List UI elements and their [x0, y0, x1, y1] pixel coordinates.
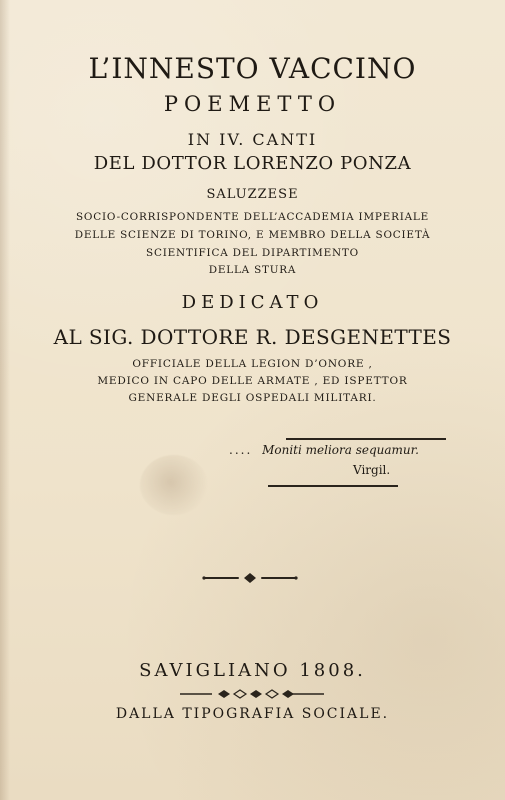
dedicatee-title-1: OFFICIALE DELLA LEGION D’ONORE ,: [132, 358, 373, 370]
author-origin: SALUZZESE: [206, 187, 299, 202]
motto-dots: ....: [229, 443, 253, 457]
motto-source: Virgil.: [353, 463, 391, 477]
affiliation-line-4: DELLA STURA: [208, 264, 297, 276]
dedicatee-title-3: GENERALE DEGLI OSPEDALI MILITARI.: [128, 392, 377, 404]
place-and-year: SAVIGLIANO 1808.: [139, 660, 366, 681]
book-title: L’INNESTO VACCINO: [88, 52, 417, 85]
affiliation-line-1: SOCIO-CORRISPONDENTE DELL’ACCADEMIA IMPERIALE: [75, 211, 429, 223]
affiliation-line-2: DELLE SCIENZE DI TORINO, E MEMBRO DELLA SOCIETÀ: [74, 229, 431, 241]
book-subtitle: POEMETTO: [163, 92, 342, 116]
latin-motto: [229, 443, 449, 457]
dedicatee-title-2: MEDICO IN CAPO DELLE ARMATE , ED ISPETTOR: [97, 375, 408, 387]
author-line: DEL DOTTOR LORENZO PONZA: [93, 153, 412, 174]
affiliation-line-3: SCIENTIFICA DEL DIPARTIMENTO: [146, 247, 359, 259]
divider-ornament: [172, 687, 332, 701]
dedicatee-name: AL SIG. DOTTORE R. DESGENETTES: [53, 325, 452, 349]
printer-line: DALLA TIPOGRAFIA SOCIALE.: [115, 706, 390, 722]
dedication-label: DEDICATO: [181, 292, 324, 313]
motto-top-rule: [286, 438, 446, 440]
canti-line: IN IV. CANTI: [187, 130, 318, 149]
paper-stain: [140, 455, 208, 515]
center-ornament: [200, 571, 300, 585]
motto-bottom-rule: [268, 485, 398, 487]
motto-text: Moniti meliora sequamur.: [262, 443, 419, 457]
